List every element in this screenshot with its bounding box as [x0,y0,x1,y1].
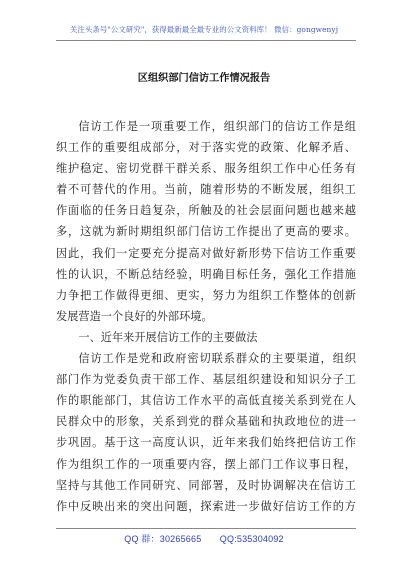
paragraph-line: 织工作的重要组成部分，对于落实党的政策、化解矛盾、 [56,141,356,155]
paragraph-line: 因此，我们一定要充分提高对做好新形势下信访工作重要 [56,246,356,260]
footer-divider [56,528,356,529]
paragraph-line: 民群众中的形象，关系到党的群众基础和执政地位的进一 [56,415,356,429]
paragraph-line: 坚持与其他工作同研究、同部署，及时协调解决在信访工 [56,478,356,492]
document-title: 区组织部门信访工作情况报告 [137,72,271,84]
paragraph-line: 力争把工作做得更细、更实，努力为组织工作整体的创新 [56,288,356,302]
paragraph-line: 发展营造一个良好的外部环境。 [56,309,213,323]
section-heading: 一、近年来开展信访工作的主要做法 [78,330,258,344]
paragraph-line: 作面临的任务日趋复杂，所触及的社会层面问题也越来越 [56,204,356,218]
paragraph-line: 作的职能部门，其信访工作水平的高低直接关系到党在人 [56,394,356,408]
paragraph-line: 作为组织工作的一项重要内容，摆上部门工作议事日程， [56,457,356,471]
paragraph-line: 信访工作是党和政府密切联系群众的主要渠道，组织 [78,352,356,366]
header-divider [56,40,356,41]
document-body [56,116,356,517]
footer-contact: QQ 群：30265665 QQ:535304092 [124,534,284,544]
paragraph-line: 维护稳定、密切党群干群关系、服务组织工作中心任务有 [56,162,356,176]
paragraph-line: 作中反映出来的突出问题，探索进一步做好信访工作的方 [56,499,356,513]
header-note: 关注头条号"公文研究"，获得最新最全最专业的公文资料库！ 微信：gongwenyj [69,25,339,34]
paragraph-line: 多，这就为新时期组织部门信访工作提出了更高的要求。 [56,225,356,239]
paragraph-line: 信访工作是一项重要工作，组织部门的信访工作是组 [78,120,356,133]
paragraph-line: 着不可替代的作用。当前，随着形势的不断发展，组织工 [56,183,356,197]
paragraph-line: 部门作为党委负责干部工作、基层组织建设和知识分子工 [56,373,356,387]
paragraph-line: 性的认识，不断总结经验，明确目标任务，强化工作措施 [56,267,356,281]
paragraph-line: 步巩固。基于这一高度认识，近年来我们始终把信访工作 [56,436,356,450]
